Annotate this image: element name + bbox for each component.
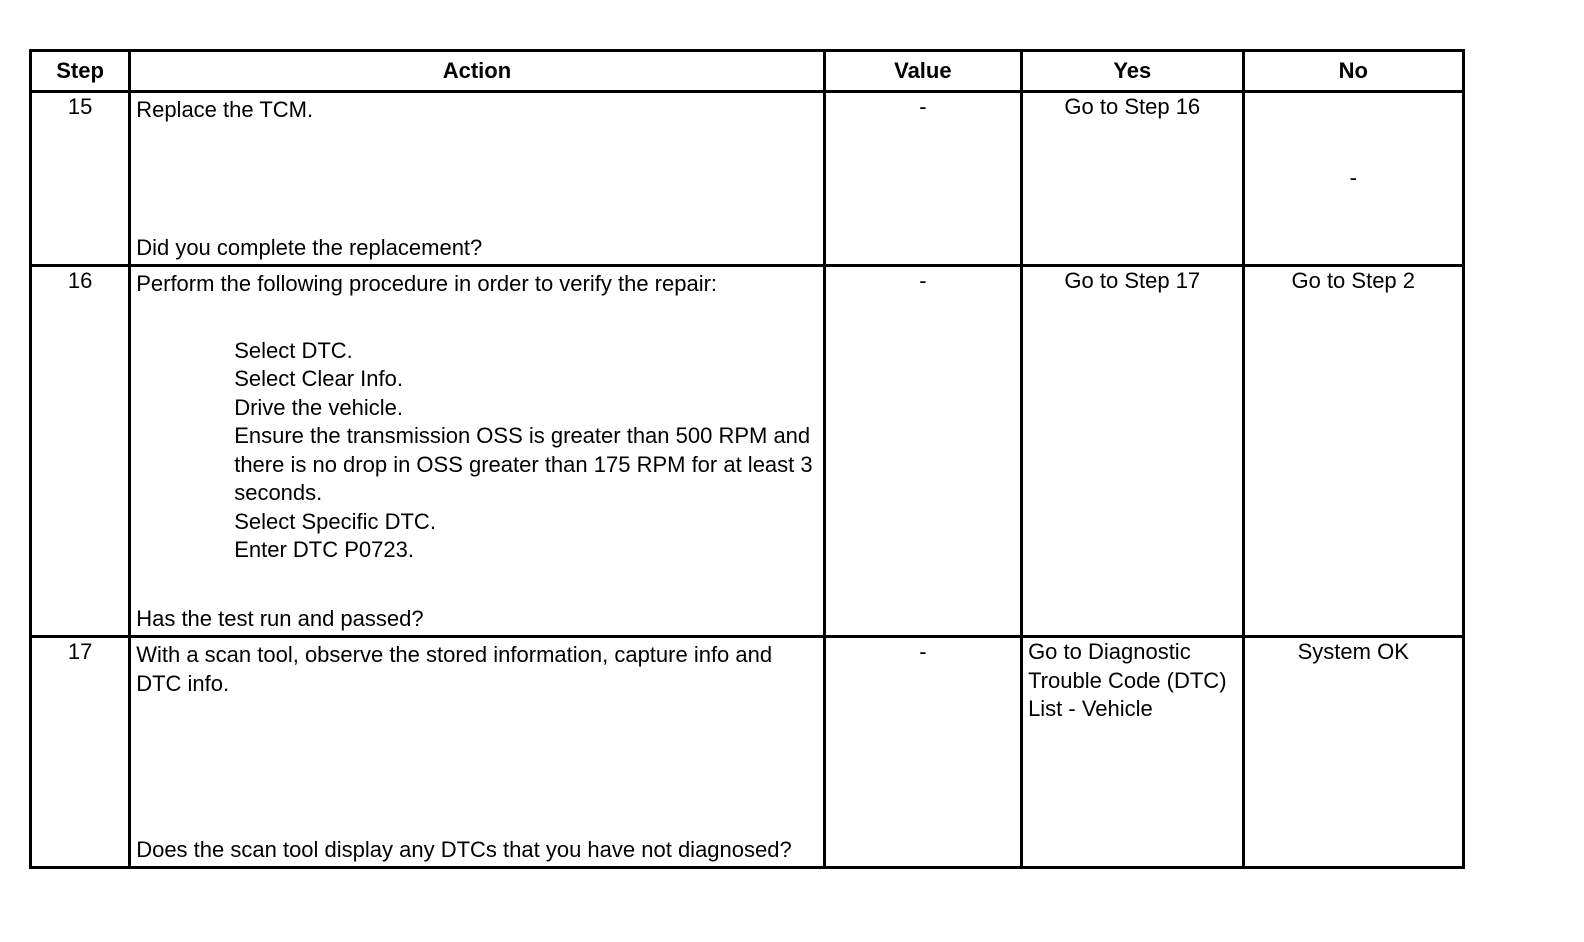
action-question: Has the test run and passed? (136, 605, 424, 631)
step-number: 15 (31, 92, 130, 266)
action-question: Does the scan tool display any DTCs that you have not diagnosed? (136, 836, 792, 862)
no-cell: Go to Step 2 (1243, 266, 1463, 637)
procedure-step: Select Specific DTC. (234, 508, 436, 534)
step-number: 16 (31, 266, 130, 637)
procedure-list (131, 337, 822, 565)
table-row (31, 637, 1464, 868)
action-intro: With a scan tool, observe the stored information, capture info and DTC info. (136, 642, 773, 696)
procedure-step: Select Clear Info. (234, 366, 403, 391)
yes-cell: Go to Step 16 (1022, 92, 1243, 266)
action-cell (130, 92, 824, 266)
no-cell: - (1243, 92, 1463, 266)
value-cell: - (824, 637, 1021, 868)
header-row (31, 51, 1464, 92)
value-cell: - (824, 266, 1021, 637)
step-number: 17 (31, 637, 130, 868)
action-intro: Replace the TCM. (136, 97, 314, 122)
no-cell: System OK (1243, 637, 1463, 868)
action-cell (130, 637, 824, 868)
procedure-step: Select DTC. (234, 337, 353, 363)
yes-cell: Go to Step 17 (1022, 266, 1243, 637)
table-row (31, 92, 1464, 266)
action-cell (130, 266, 824, 637)
action-question: Did you complete the replacement? (136, 234, 483, 260)
header-step: Step (31, 51, 130, 92)
yes-cell: Go to Diagnostic Trouble Code (DTC) List - Vehicle (1022, 637, 1243, 868)
procedure-step: Enter DTC P0723. (234, 537, 414, 562)
table-row (31, 266, 1464, 637)
header-value: Value (824, 51, 1021, 92)
header-yes: Yes (1022, 51, 1243, 92)
procedure-step: Drive the vehicle. (234, 394, 403, 420)
procedure-step: Ensure the transmission OSS is greater than 500 RPM and there is no drop in OSS greater than 175 RPM for at least 3 seconds. (234, 423, 813, 505)
value-cell: - (824, 92, 1021, 266)
header-no: No (1243, 51, 1463, 92)
action-intro: Perform the following procedure in order to verify the repair: (136, 271, 718, 296)
header-action: Action (130, 51, 824, 92)
diagnostic-table (29, 49, 1465, 869)
